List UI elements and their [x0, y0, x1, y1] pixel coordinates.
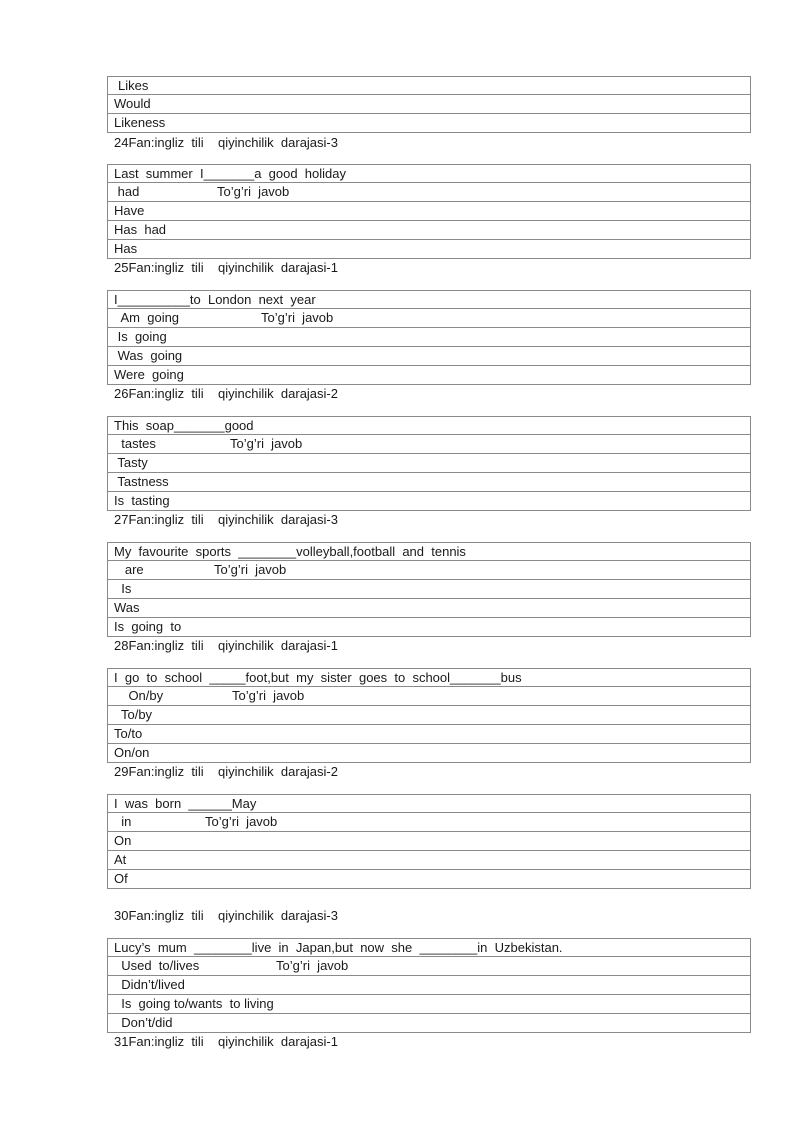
option-text: Don’t/did — [114, 1015, 173, 1030]
option-text: On/on — [114, 745, 150, 760]
correct-answer-label: To’g’ri javob — [205, 814, 278, 829]
question-prompt — [107, 290, 751, 309]
answer-text: tastes — [114, 436, 156, 451]
question-table-q28 — [107, 668, 751, 763]
question-meta-label: 31Fan:ingliz tili qiyinchilik darajasi-1 — [114, 1034, 338, 1049]
correct-answer-label: To’g’ri javob — [261, 310, 334, 325]
correct-answer-row — [107, 687, 751, 706]
correct-answer-row — [107, 561, 751, 580]
correct-answer-row — [107, 183, 751, 202]
option-row — [107, 454, 751, 473]
correct-answer-label: To’g’ri javob — [214, 562, 287, 577]
question-table-q24 — [107, 164, 751, 259]
question-table-q25 — [107, 290, 751, 385]
option-row — [107, 76, 751, 95]
option-row — [107, 1014, 751, 1033]
question-meta-label: 30Fan:ingliz tili qiyinchilik darajasi-3 — [114, 908, 338, 923]
option-text: Tasty — [114, 455, 148, 470]
option-text: Likes — [118, 78, 149, 93]
option-row — [107, 347, 751, 366]
question-meta-label: 28Fan:ingliz tili qiyinchilik darajasi-1 — [114, 638, 338, 653]
question-prompt — [107, 416, 751, 435]
correct-answer-row — [107, 435, 751, 454]
answer-text: Am going — [114, 310, 180, 325]
option-text: On — [114, 833, 132, 848]
question-meta-label: 24Fan:ingliz tili qiyinchilik darajasi-3 — [114, 135, 338, 150]
option-text: Is tasting — [114, 493, 170, 508]
prompt-text: My favourite sports ________volleyball,football and tennis — [114, 544, 466, 559]
question-table-q27 — [107, 542, 751, 637]
option-text: Is going to/wants to living — [114, 996, 274, 1011]
answer-text: in — [114, 814, 132, 829]
question-prompt — [107, 938, 751, 957]
option-text: Is going — [114, 329, 167, 344]
option-row — [107, 95, 751, 114]
prompt-text: I was born ______May — [114, 796, 257, 811]
option-text: To/by — [114, 707, 153, 722]
option-text: Likeness — [114, 115, 166, 130]
correct-answer-row — [107, 309, 751, 328]
option-text: Have — [114, 203, 145, 218]
answer-table-q23 — [107, 76, 751, 133]
question-table-q29 — [107, 794, 751, 889]
option-row — [107, 114, 751, 133]
question-meta-label: 27Fan:ingliz tili qiyinchilik darajasi-3 — [114, 512, 338, 527]
option-row — [107, 328, 751, 347]
option-row — [107, 725, 751, 744]
option-row — [107, 202, 751, 221]
correct-answer-row — [107, 813, 751, 832]
option-row — [107, 580, 751, 599]
option-text: Was — [114, 600, 140, 615]
correct-answer-row — [107, 957, 751, 976]
correct-answer-label: To’g’ri javob — [276, 958, 349, 973]
option-text: Tastness — [114, 474, 169, 489]
correct-answer-label: To’g’ri javob — [230, 436, 303, 451]
option-row — [107, 240, 751, 259]
option-text: Would — [114, 96, 151, 111]
question-prompt — [107, 794, 751, 813]
prompt-text: I go to school _____foot,but my sister goes to school_______bus — [114, 670, 522, 685]
option-text: Didn’t/lived — [114, 977, 185, 992]
option-row — [107, 618, 751, 637]
option-text: Is going to — [114, 619, 182, 634]
option-text: Has had — [114, 222, 167, 237]
option-row — [107, 870, 751, 889]
prompt-text: This soap_______good — [114, 418, 254, 433]
option-text: Has — [114, 241, 138, 256]
question-prompt — [107, 164, 751, 183]
question-meta-label: 25Fan:ingliz tili qiyinchilik darajasi-1 — [114, 260, 338, 275]
option-text: Is — [114, 581, 132, 596]
option-row — [107, 995, 751, 1014]
answer-text: had — [114, 184, 140, 199]
correct-answer-label: To’g’ri javob — [232, 688, 305, 703]
answer-text: Used to/lives — [114, 958, 200, 973]
option-text: Were going — [114, 367, 184, 382]
option-row — [107, 851, 751, 870]
option-text: Of — [114, 871, 128, 886]
prompt-text: I__________to London next year — [114, 292, 316, 307]
option-row — [107, 832, 751, 851]
question-prompt — [107, 542, 751, 561]
option-row — [107, 976, 751, 995]
question-table-q30 — [107, 938, 751, 1033]
answer-text: are — [114, 562, 144, 577]
correct-answer-label: To’g’ri javob — [217, 184, 290, 199]
question-table-q26 — [107, 416, 751, 511]
option-row — [107, 599, 751, 618]
question-meta-label: 26Fan:ingliz tili qiyinchilik darajasi-2 — [114, 386, 338, 401]
option-row — [107, 221, 751, 240]
answer-text: On/by — [114, 688, 164, 703]
option-text: At — [114, 852, 127, 867]
option-text: Was going — [114, 348, 183, 363]
question-meta-label: 29Fan:ingliz tili qiyinchilik darajasi-2 — [114, 764, 338, 779]
option-row — [107, 706, 751, 725]
option-text: To/to — [114, 726, 143, 741]
prompt-text: Last summer I_______a good holiday — [114, 166, 346, 181]
option-row — [107, 366, 751, 385]
option-row — [107, 744, 751, 763]
question-prompt — [107, 668, 751, 687]
option-row — [107, 492, 751, 511]
prompt-text: Lucy’s mum ________live in Japan,but now she ________in Uzbekistan. — [114, 940, 563, 955]
option-row — [107, 473, 751, 492]
